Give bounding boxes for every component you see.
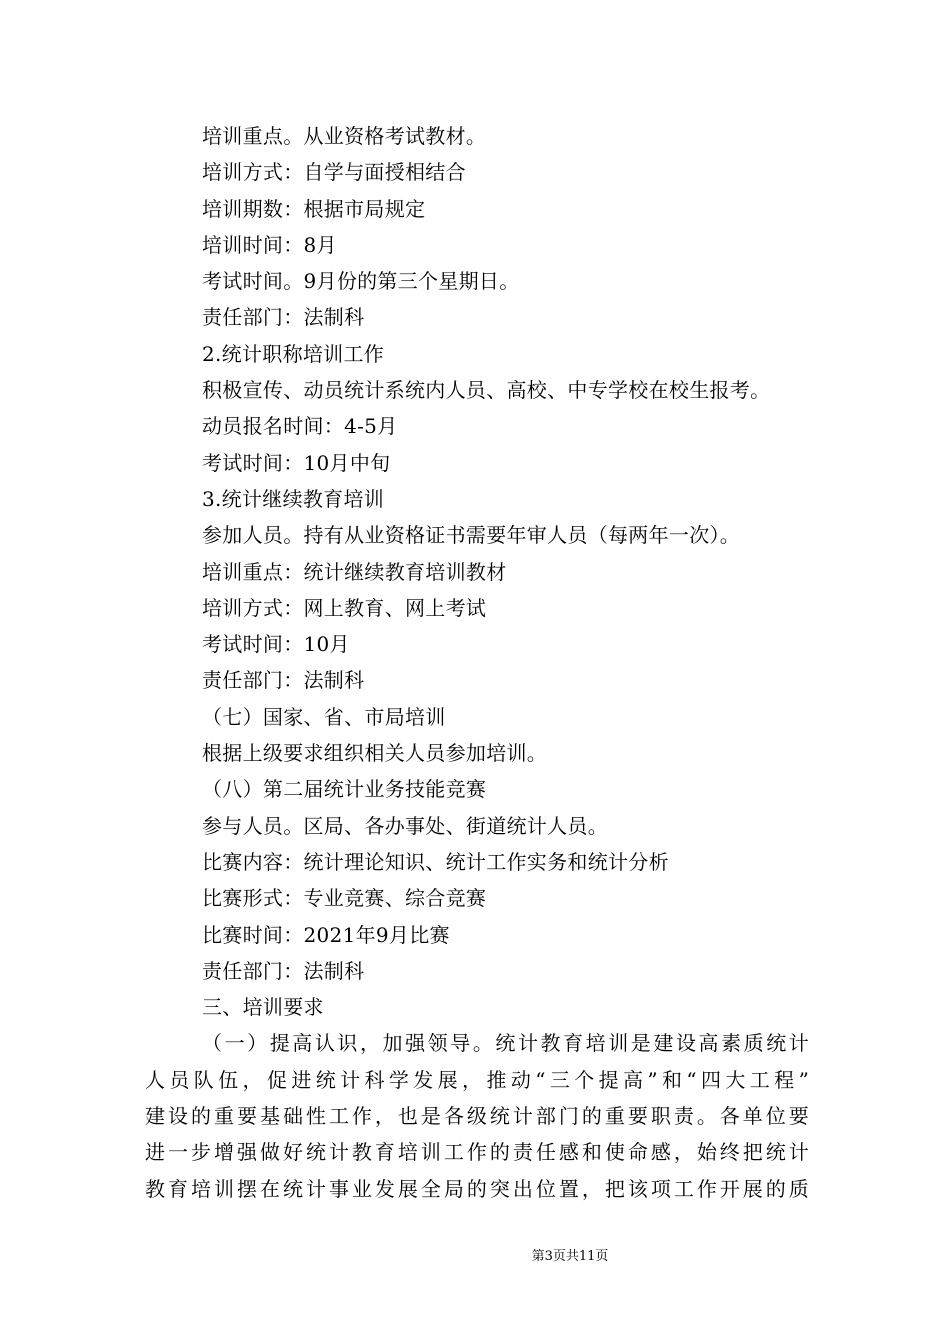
- text-line: 考试时间：10月: [202, 632, 350, 657]
- page-number-label: 第3页共11页: [531, 1249, 609, 1264]
- paragraph-line: 建设的重要基础性工作，也是各级统计部门的重要职责。各单位要: [145, 1104, 810, 1129]
- text-line: 根据上级要求组织相关人员参加培训。: [202, 741, 548, 766]
- text-line: 培训方式：自学与面授相结合: [202, 160, 466, 185]
- text-line: 培训方式：网上教育、网上考试: [202, 595, 487, 620]
- text-line: 比赛内容：统计理论知识、统计工作实务和统计分析: [202, 849, 669, 874]
- text-line: 培训期数：根据市局规定: [202, 196, 426, 221]
- text-line: 积极宣传、动员统计系统内人员、高校、中专学校在校生报考。: [202, 378, 771, 403]
- text-line: 比赛时间：2021年9月比赛: [202, 922, 450, 947]
- text-line: 考试时间：10月中旬: [202, 450, 391, 475]
- paragraph-line: 教育培训摆在统计事业发展全局的突出位置，把该项工作开展的质: [145, 1176, 810, 1201]
- section-heading: 2.统计职称培训工作: [202, 341, 385, 366]
- text-line: 培训时间：8月: [202, 232, 337, 257]
- section-heading: （七）国家、省、市局培训: [202, 704, 446, 729]
- section-heading: （八）第二届统计业务技能竞赛: [202, 777, 487, 802]
- text-line: 参与人员。区局、各办事处、街道统计人员。: [202, 813, 608, 838]
- text-line: 责任部门：法制科: [202, 668, 365, 693]
- paragraph-line: 进一步增强做好统计教育培训工作的责任感和使命感，始终把统计: [145, 1140, 810, 1165]
- text-line: 考试时间。9月份的第三个星期日。: [202, 269, 520, 294]
- page-footer: [0, 1245, 950, 1264]
- text-line: 培训重点：统计继续教育培训教材: [202, 559, 507, 584]
- text-line: 培训重点。从业资格考试教材。: [202, 124, 487, 148]
- text-line: 责任部门：法制科: [202, 305, 365, 330]
- paragraph-line: 人员队伍，促进统计科学发展，推动“三个提高”和“四大工程”: [145, 1067, 810, 1092]
- text-line: 动员报名时间：4-5月: [202, 414, 398, 439]
- section-heading: 3.统计继续教育培训: [202, 486, 385, 511]
- text-line: 责任部门：法制科: [202, 958, 365, 983]
- text-line: 比赛形式：专业竞赛、综合竞赛: [202, 886, 487, 911]
- section-heading: 三、培训要求: [202, 995, 324, 1020]
- paragraph-line: （一）提高认识，加强领导。统计教育培训是建设高素质统计: [202, 1031, 810, 1056]
- document-body: [145, 118, 810, 1207]
- text-line: 参加人员。持有从业资格证书需要年审人员（每两年一次）。: [202, 523, 741, 548]
